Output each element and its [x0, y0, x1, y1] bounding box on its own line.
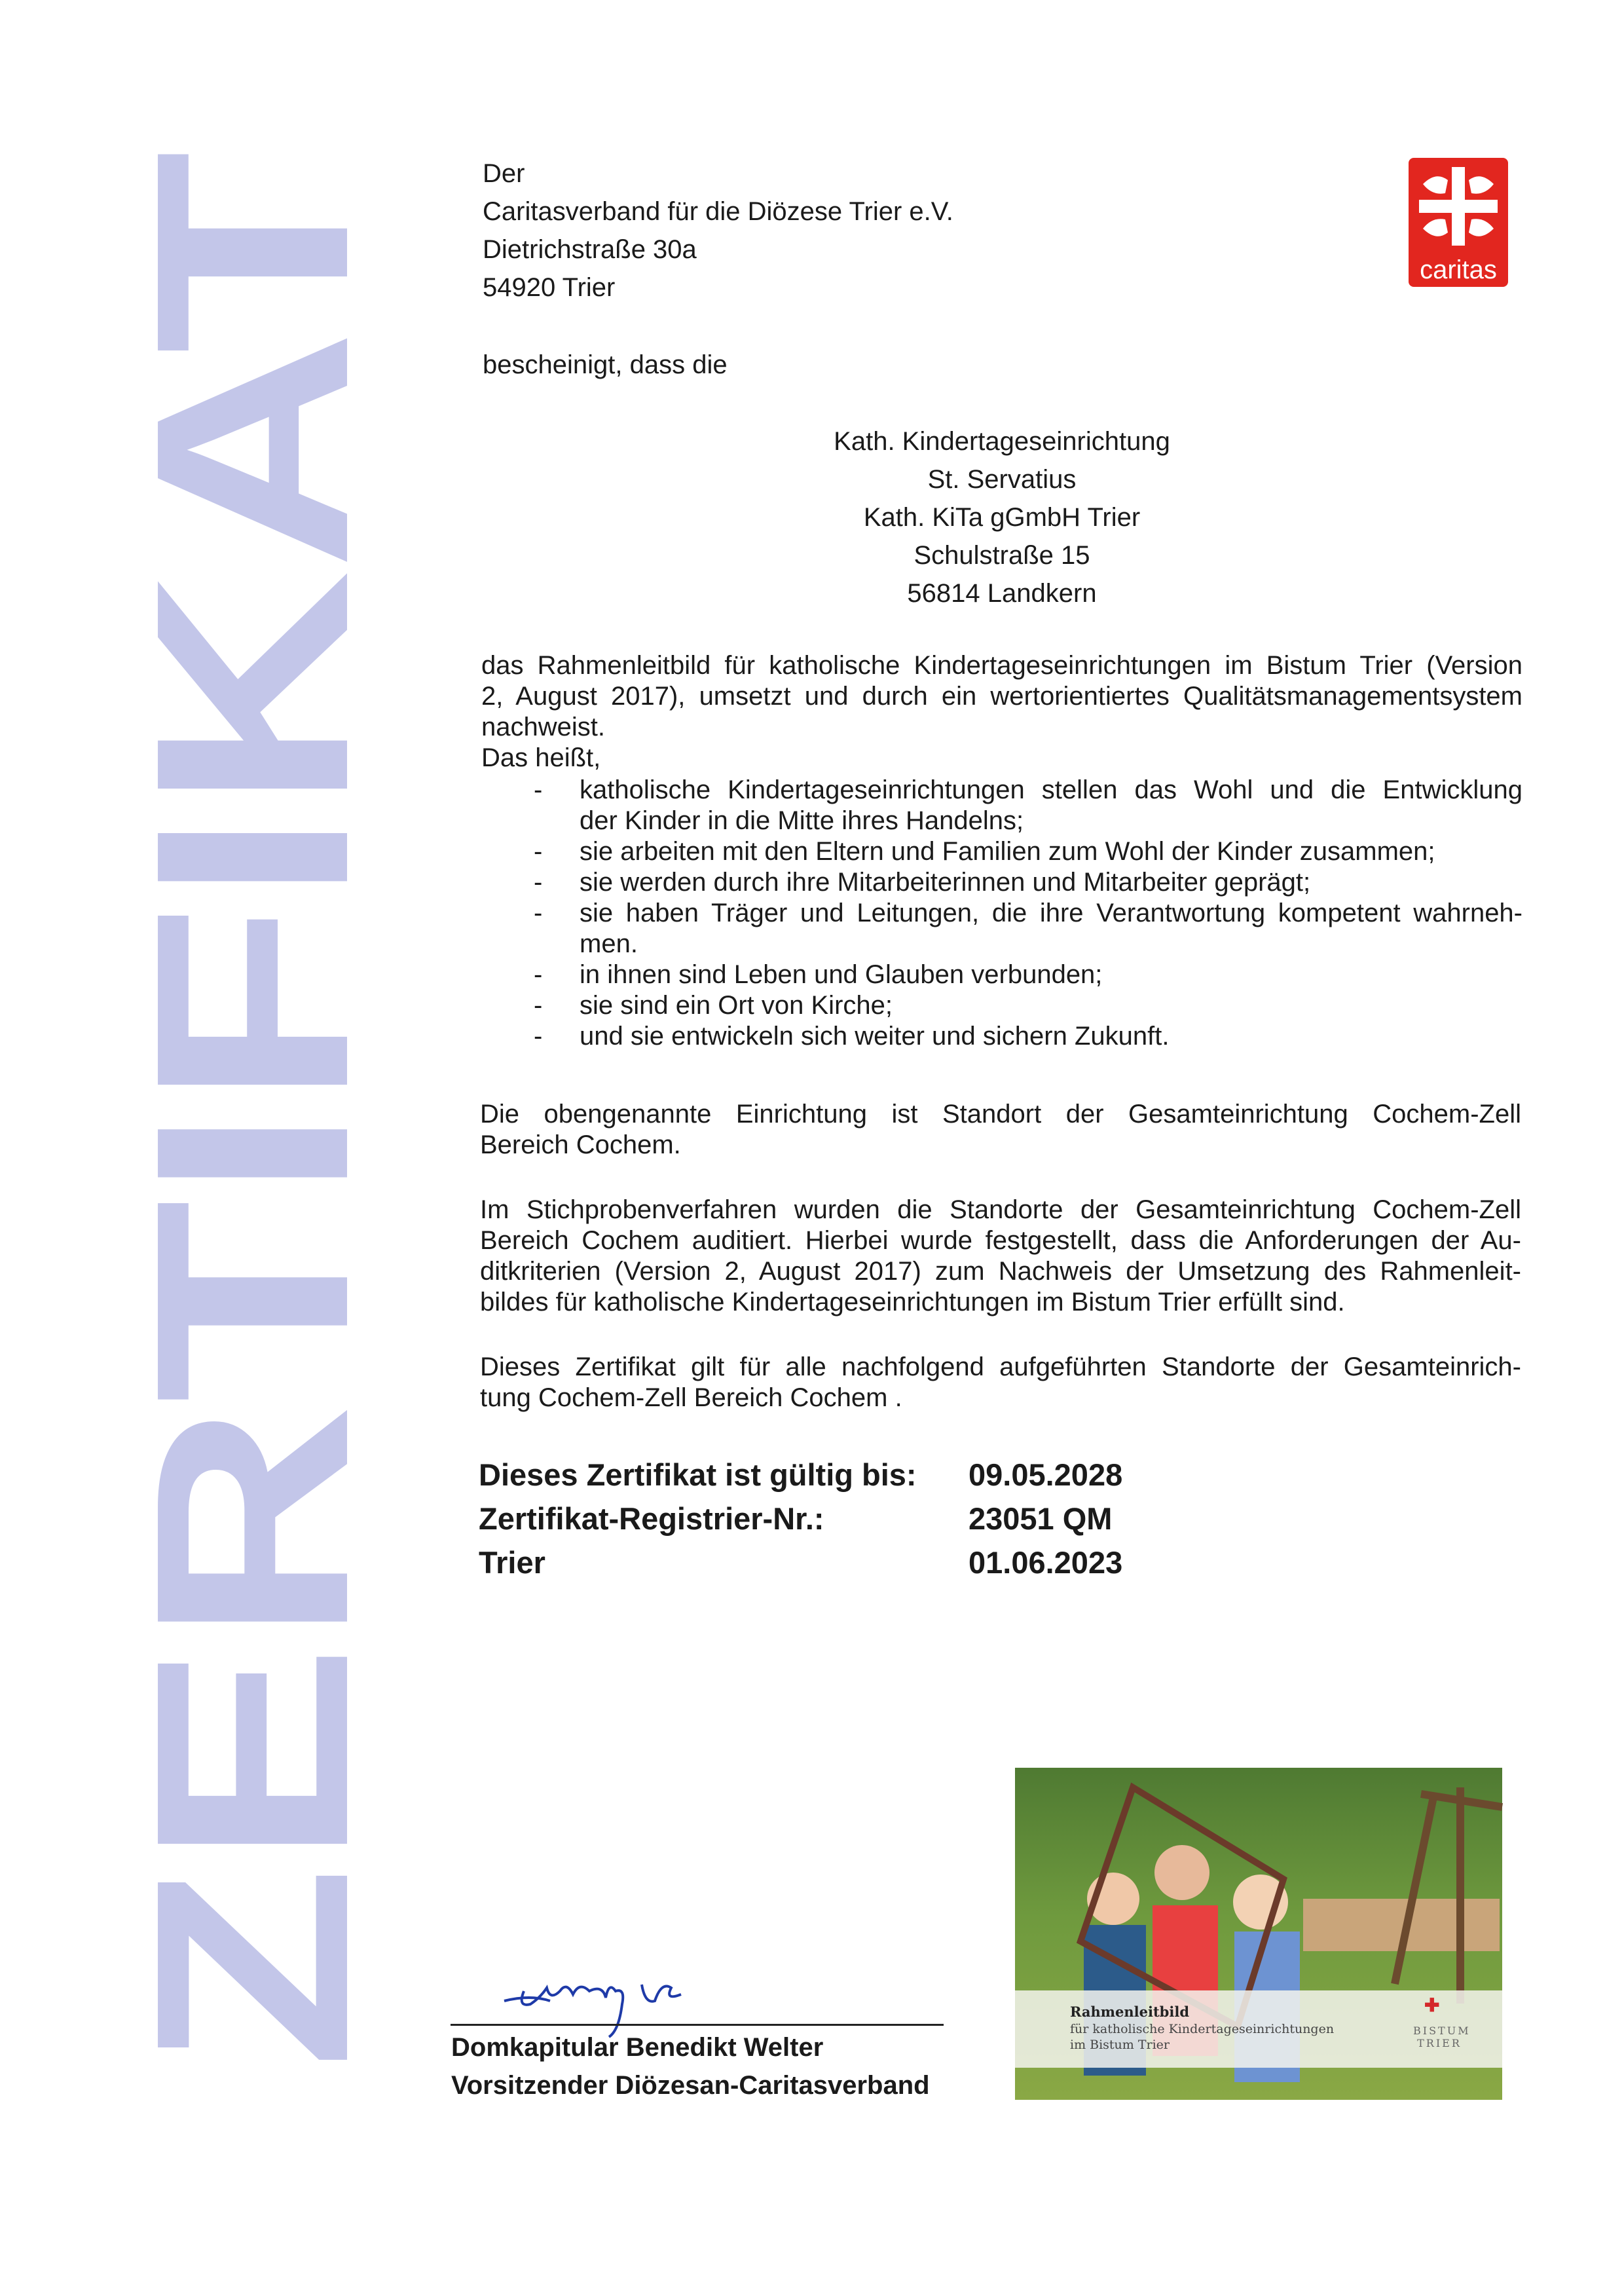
dash: -: [534, 775, 543, 804]
text-line: nachweist.: [481, 713, 605, 741]
text-line: sie haben Träger und Leitungen, die ihre Verantwortung kompetent wahrneh-: [580, 899, 1522, 927]
cover-title: Rahmenleitbild: [1070, 2004, 1189, 2020]
scope-paragraph: [480, 1352, 1521, 1413]
issuer-line: Dietrichstraße 30a: [483, 235, 697, 264]
text-line: sie sind ein Ort von Kirche;: [580, 991, 893, 1020]
text-line: der Kinder in die Mitte ihres Handelns;: [580, 806, 1024, 835]
cover-subtitle: im Bistum Trier: [1070, 2038, 1170, 2052]
text-line: sie arbeiten mit den Eltern und Familien zum Wohl der Kinder zusammen;: [580, 837, 1435, 866]
text-line: das Rahmenleitbild für katholische Kindertageseinrichtungen im Bistum Trier (Version: [481, 651, 1522, 680]
place-label: Trier: [479, 1545, 545, 1580]
signatory-role: Vorsitzender Diözesan-Caritasverband: [451, 2071, 930, 2100]
issuer-line: Der: [483, 159, 525, 188]
list-item: [481, 836, 1522, 867]
issuer-line: Caritasverband für die Diözese Trier e.V.: [483, 197, 953, 226]
list-item: [481, 898, 1522, 960]
registration-row: [479, 1497, 1122, 1540]
text-line: ditkriterien (Version 2, August 2017) zum Nachweis der Umsetzung des Rahmenleit-: [480, 1257, 1521, 1286]
issuer-address: [483, 155, 953, 307]
facility-line: St. Servatius: [927, 465, 1077, 494]
text-line: und sie entwickeln sich weiter und sichern Zukunft.: [580, 1022, 1170, 1051]
caritas-logo-text: caritas: [1420, 255, 1497, 284]
text-line: sie werden durch ihre Mitarbeiterinnen und Mitarbeiter geprägt;: [580, 868, 1311, 897]
brand-line: BISTUM: [1413, 2024, 1471, 2037]
dash: -: [534, 1022, 543, 1051]
text-line: Bereich Cochem.: [480, 1130, 681, 1159]
bistum-cross-icon: ✚: [1424, 1994, 1440, 2016]
text-line: katholische Kindertageseinrichtungen stellen das Wohl und die Entwicklung: [580, 775, 1522, 804]
caritas-cross-icon: [1409, 158, 1508, 256]
bistum-trier-logo: [1413, 2024, 1471, 2049]
certifies-text: bescheinigt, dass die: [483, 350, 728, 379]
watermark-text: ZERTIFIKAT: [99, 485, 406, 2070]
text-line: Das heißt,: [481, 743, 601, 772]
brand-line: TRIER: [1417, 2037, 1462, 2049]
list-item: [481, 1021, 1522, 1052]
validity-row: [479, 1453, 1122, 1497]
location-paragraph: [480, 1099, 1521, 1161]
facility-address: [674, 422, 1329, 612]
issuer-line: 54920 Trier: [483, 273, 616, 302]
zertifikat-watermark: [79, 131, 406, 2096]
validity-value: 09.05.2028: [969, 1457, 1123, 1492]
text-line: tung Cochem-Zell Bereich Cochem .: [480, 1383, 902, 1412]
dash: -: [534, 991, 543, 1020]
list-item: [481, 960, 1522, 990]
signatory-name: Domkapitular Benedikt Welter: [451, 2033, 824, 2062]
text-line: bildes für katholische Kindertageseinrichtungen im Bistum Trier erfüllt sind.: [480, 1288, 1345, 1316]
date-value: 01.06.2023: [969, 1545, 1123, 1580]
facility-line: Kath. KiTa gGmbH Trier: [863, 503, 1141, 532]
cover-subtitle: für katholische Kindertageseinrichtungen: [1070, 2022, 1335, 2036]
text-line: Bereich Cochem auditiert. Hierbei wurde festgestellt, dass die Anforderungen der Au-: [480, 1226, 1521, 1255]
dash: -: [534, 837, 543, 866]
facility-line: 56814 Landkern: [907, 579, 1097, 608]
registration-label: Zertifikat-Registrier-Nr.:: [479, 1501, 824, 1536]
signature-line: [451, 2024, 944, 2026]
facility-line: Schulstraße 15: [913, 541, 1090, 570]
dash: -: [534, 899, 543, 927]
text-line: in ihnen sind Leben und Glauben verbunden;: [580, 960, 1103, 989]
text-line: Im Stichprobenverfahren wurden die Standorte der Gesamteinrichtung Cochem-Zell: [480, 1195, 1521, 1224]
principles-list: [481, 775, 1522, 1052]
certificate-details: [479, 1453, 1122, 1584]
validity-label: Dieses Zertifikat ist gültig bis:: [479, 1457, 917, 1492]
rahmenleitbild-cover-image: [1015, 1768, 1502, 2100]
text-line: men.: [580, 929, 638, 958]
signatory: [451, 2028, 930, 2104]
place-date-row: [479, 1540, 1122, 1584]
cover-caption-band: [1015, 1990, 1502, 2068]
intro-paragraph: [481, 650, 1522, 774]
registration-value: 23051 QM: [969, 1501, 1113, 1536]
list-item: [481, 775, 1522, 836]
audit-paragraph: [480, 1195, 1521, 1318]
text-line: 2, August 2017), umsetzt und durch ein wertorientiertes Qualitätsmanagementsystem: [481, 682, 1522, 711]
list-item: [481, 867, 1522, 898]
caritas-logo: [1409, 158, 1508, 287]
dash: -: [534, 960, 543, 989]
list-item: [481, 990, 1522, 1021]
facility-line: Kath. Kindertageseinrichtung: [834, 427, 1170, 456]
dash: -: [534, 868, 543, 897]
text-line: Die obengenannte Einrichtung ist Standort der Gesamteinrichtung Cochem-Zell: [480, 1100, 1521, 1129]
text-line: Dieses Zertifikat gilt für alle nachfolgend aufgeführten Standorte der Gesamteinrich-: [480, 1353, 1521, 1381]
